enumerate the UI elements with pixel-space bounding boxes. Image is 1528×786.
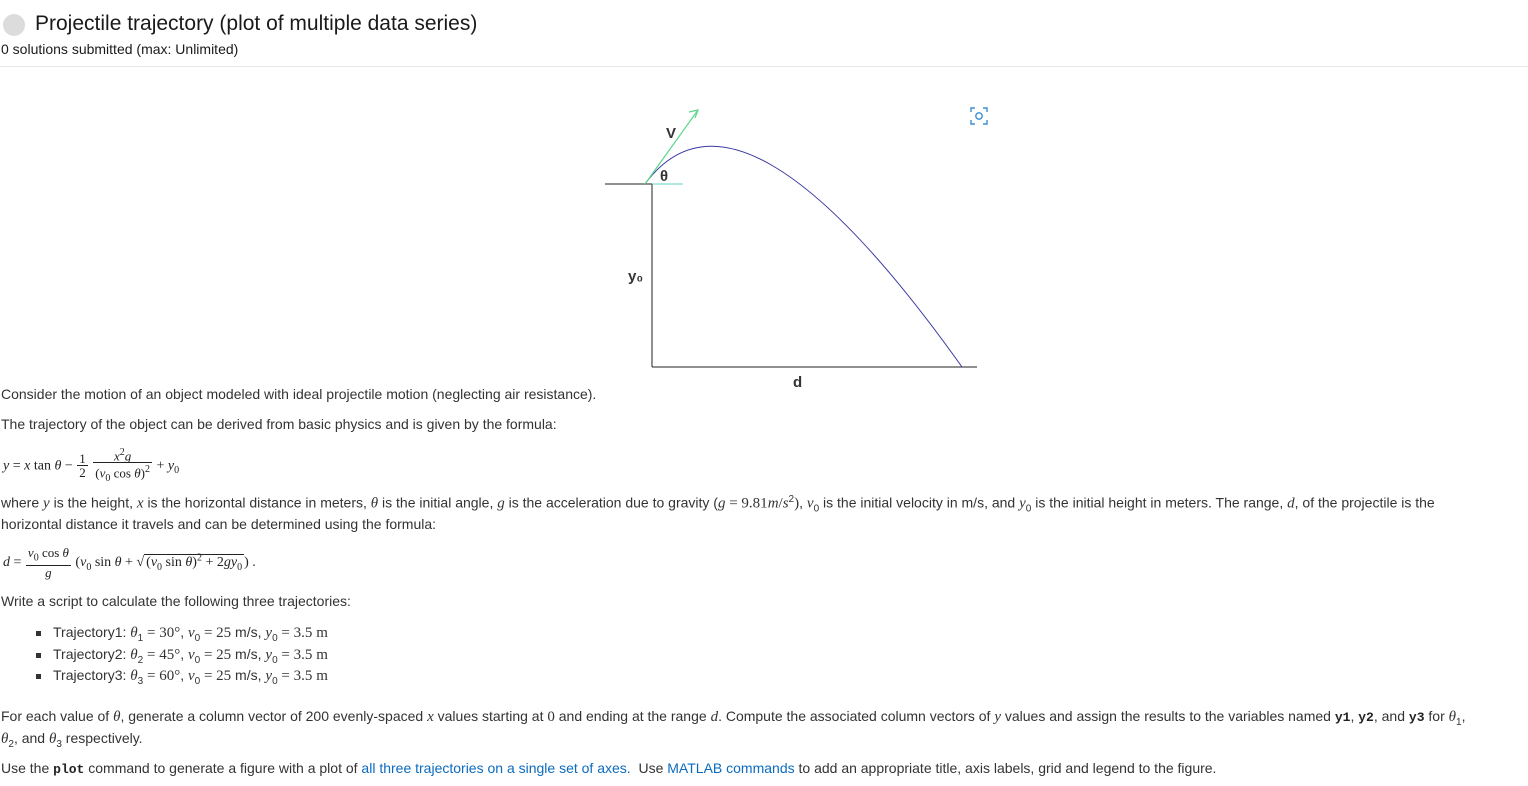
script-intro-text: Write a script to calculate the following three trajectories: xyxy=(1,593,351,609)
foreach-text: For each value of θ, generate a column vector of 200 evenly-spaced x values starting at 0 and ending at the range d. Compute the associated column vectors of y values and assign the results to the variables named y1, y2, and y3 for $\theta_1$, xyxy=(1,708,1466,728)
matlab-commands-link[interactable]: MATLAB commands xyxy=(667,760,795,776)
list-item: Trajectory3: $\theta_3 = 60^\circ$, $v_0 = 25$ m/s, $y_0 = 3.5$ m xyxy=(33,665,328,687)
single-axes-link[interactable]: all three trajectories on a single set of axes. xyxy=(361,760,631,776)
foreach-text-line2: $\theta_2$, and $\theta_3$ respectively. xyxy=(1,730,143,750)
submission-count: 0 solutions submitted (max: Unlimited) xyxy=(1,41,239,57)
trajectory-intro-text: The trajectory of the object can be derived from basic physics and is given by the formula: xyxy=(1,416,557,432)
plot-instructions: Use the plot command to generate a figure with a plot of all three trajectories on a single set of axes. Use MATLAB commands to add an appropriate title, axis labels, grid and legend to the figure. xyxy=(1,760,1217,777)
problem-title: Projectile trajectory (plot of multiple data series) xyxy=(35,12,478,35)
list-item: Trajectory1: $\theta_1 = 30^\circ$, $v_0 = 25$ m/s, $y_0 = 3.5$ m xyxy=(33,622,328,644)
zoom-fullscreen-icon[interactable] xyxy=(966,103,992,129)
trajectory-curve xyxy=(645,146,962,367)
list-item: Trajectory2: $\theta_2 = 45^\circ$, $v_0 = 25$ m/s, $y_0 = 3.5$ m xyxy=(33,644,328,666)
range-formula: d = $\frac{v_0 \cos \theta}{g}$ ($v_0$ sin θ + √ ($v_0$ $\sin \theta)^2 + 2gy_0$ ) . xyxy=(3,545,256,580)
status-indicator-icon xyxy=(3,14,25,36)
trajectory-formula: y = x tan θ − $\frac{1}{2}$ $\frac{x^2g}{(v_0 \cos \theta)^2}$ + $y_0$ xyxy=(3,447,180,485)
problem-header xyxy=(0,0,1528,67)
theta-label: θ xyxy=(660,168,669,185)
velocity-label: V xyxy=(666,125,677,142)
projectile-diagram xyxy=(590,95,990,395)
where-text-line2: horizontal distance it travels and can be determined using the formula: xyxy=(1,516,437,532)
velocity-vector xyxy=(645,110,698,184)
trajectory-list xyxy=(33,622,328,687)
intro-text: Consider the motion of an object modeled with ideal projectile motion (neglecting air resistance). xyxy=(1,386,597,402)
range-label: d xyxy=(793,374,803,391)
y0-label: y₀ xyxy=(628,268,644,285)
where-text: where y is the height, x is the horizontal distance in meters, θ is the initial angle, g is the acceleration due to gravity $(g = 9.81m/s^2)$, $v_0$ is the initial velocity in m/s, and $y_0$ is the initial height in meters. The range, d, of the projectile is the xyxy=(1,494,1435,515)
